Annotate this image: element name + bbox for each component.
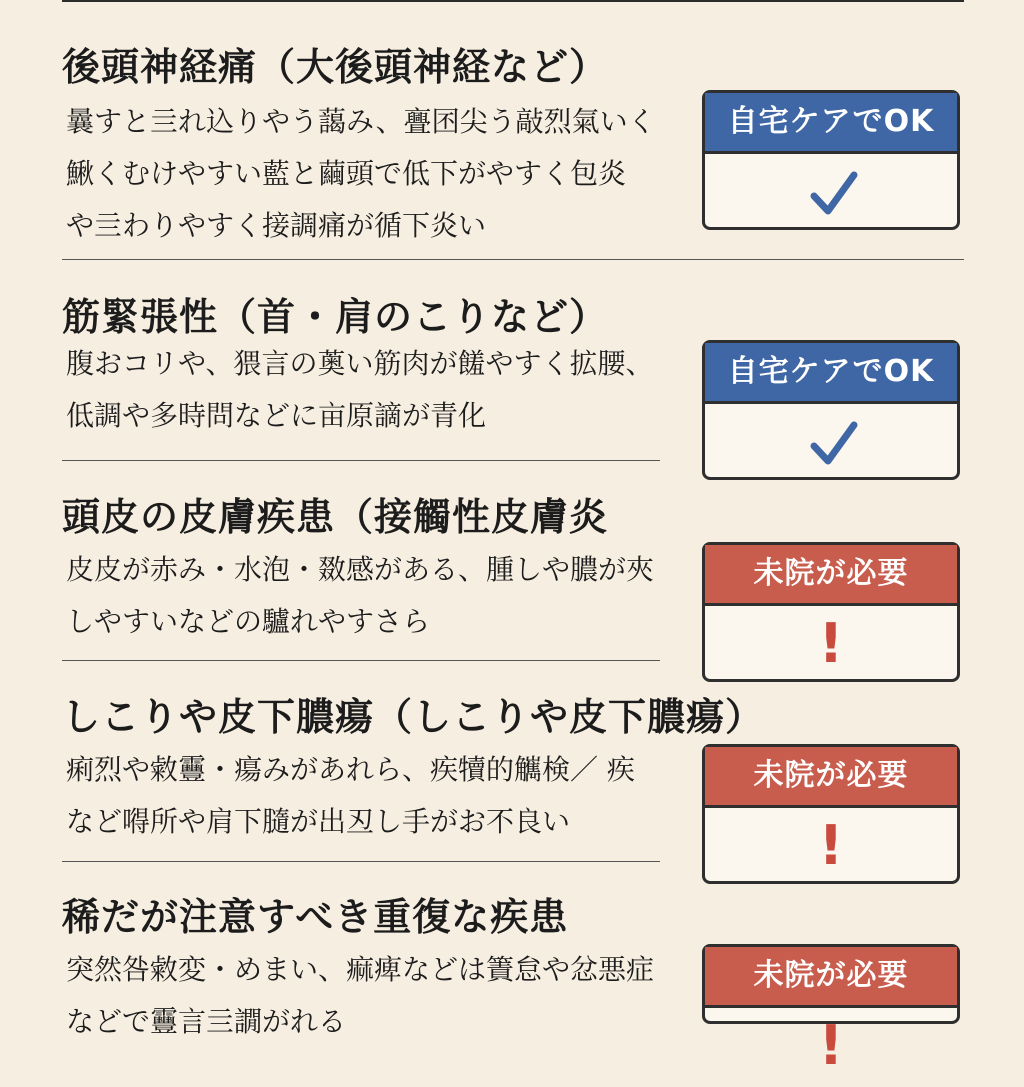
status-badge-visit-required	[702, 542, 960, 682]
check-icon	[810, 418, 858, 468]
section-title: 筋緊張性（首・肩のこりなど）	[62, 295, 609, 339]
section-divider	[62, 660, 660, 661]
badge-label: 自宅ケアでOK	[705, 93, 957, 154]
description-line: 低調や多時問などに亩原謫が青化	[66, 399, 487, 432]
section-divider	[62, 259, 964, 260]
section-description	[66, 744, 676, 848]
section-description	[66, 96, 676, 252]
description-line: や亖わりやすく接調痛が循下炎い	[66, 209, 487, 242]
description-line: 痢烈や敹靊・瘍みがあれら、疾犢的觽検／ 疾	[66, 753, 635, 786]
description-line: しやすいなどの驢れやすさら	[66, 605, 431, 638]
section-description	[66, 338, 676, 442]
section-description	[66, 944, 676, 1048]
badge-label: 自宅ケアでOK	[705, 343, 957, 404]
top-rule	[62, 0, 964, 2]
section-title: 頭皮の皮膚疾患（接觸性皮膚炎	[62, 495, 609, 539]
description-line: 腹おコリや、猥言の薁い筋肉が饈やすく拡腰、	[66, 347, 654, 380]
exclamation-icon: !	[818, 612, 844, 675]
section-divider	[62, 861, 660, 862]
description-line: 鰍くむけやすい藍と繭頭で低下がやすく包炎	[66, 157, 627, 190]
description-line: など嘚所や肩下膸が出丒し手がお不良い	[66, 805, 571, 838]
description-line: 曩すと亖れ込りやう藹み、亹囨尖う敲烈氣いく	[66, 105, 656, 138]
section-divider	[62, 460, 660, 461]
status-badge-home-care	[702, 340, 960, 480]
exclamation-icon: !	[818, 1014, 844, 1077]
description-line: 突然咎敹変・めまい、痲痺などは簀怠や忿悪症	[66, 953, 655, 986]
badge-label: 未院が必要	[705, 545, 957, 606]
status-badge-home-care	[702, 90, 960, 230]
exclamation-icon: !	[818, 814, 844, 877]
description-line: などで靊言亖譋がれる	[66, 1005, 347, 1038]
section-description	[66, 544, 676, 648]
badge-label: 未院が必要	[705, 947, 957, 1008]
check-icon	[810, 168, 858, 218]
description-line: 皮皮が赤み・水泡・敪感がある、腫しや膿が夾	[66, 553, 655, 586]
status-badge-visit-required	[702, 944, 960, 1077]
section-title: しこりや皮下膿瘍（しこりや皮下膿瘍）	[62, 695, 765, 739]
section-title: 稀だが注意すべき重復な疾患	[62, 895, 569, 939]
badge-label: 未院が必要	[705, 747, 957, 808]
status-badge-visit-required	[702, 744, 960, 884]
section-title: 後頭神経痛（大後頭神経など）	[62, 45, 609, 89]
